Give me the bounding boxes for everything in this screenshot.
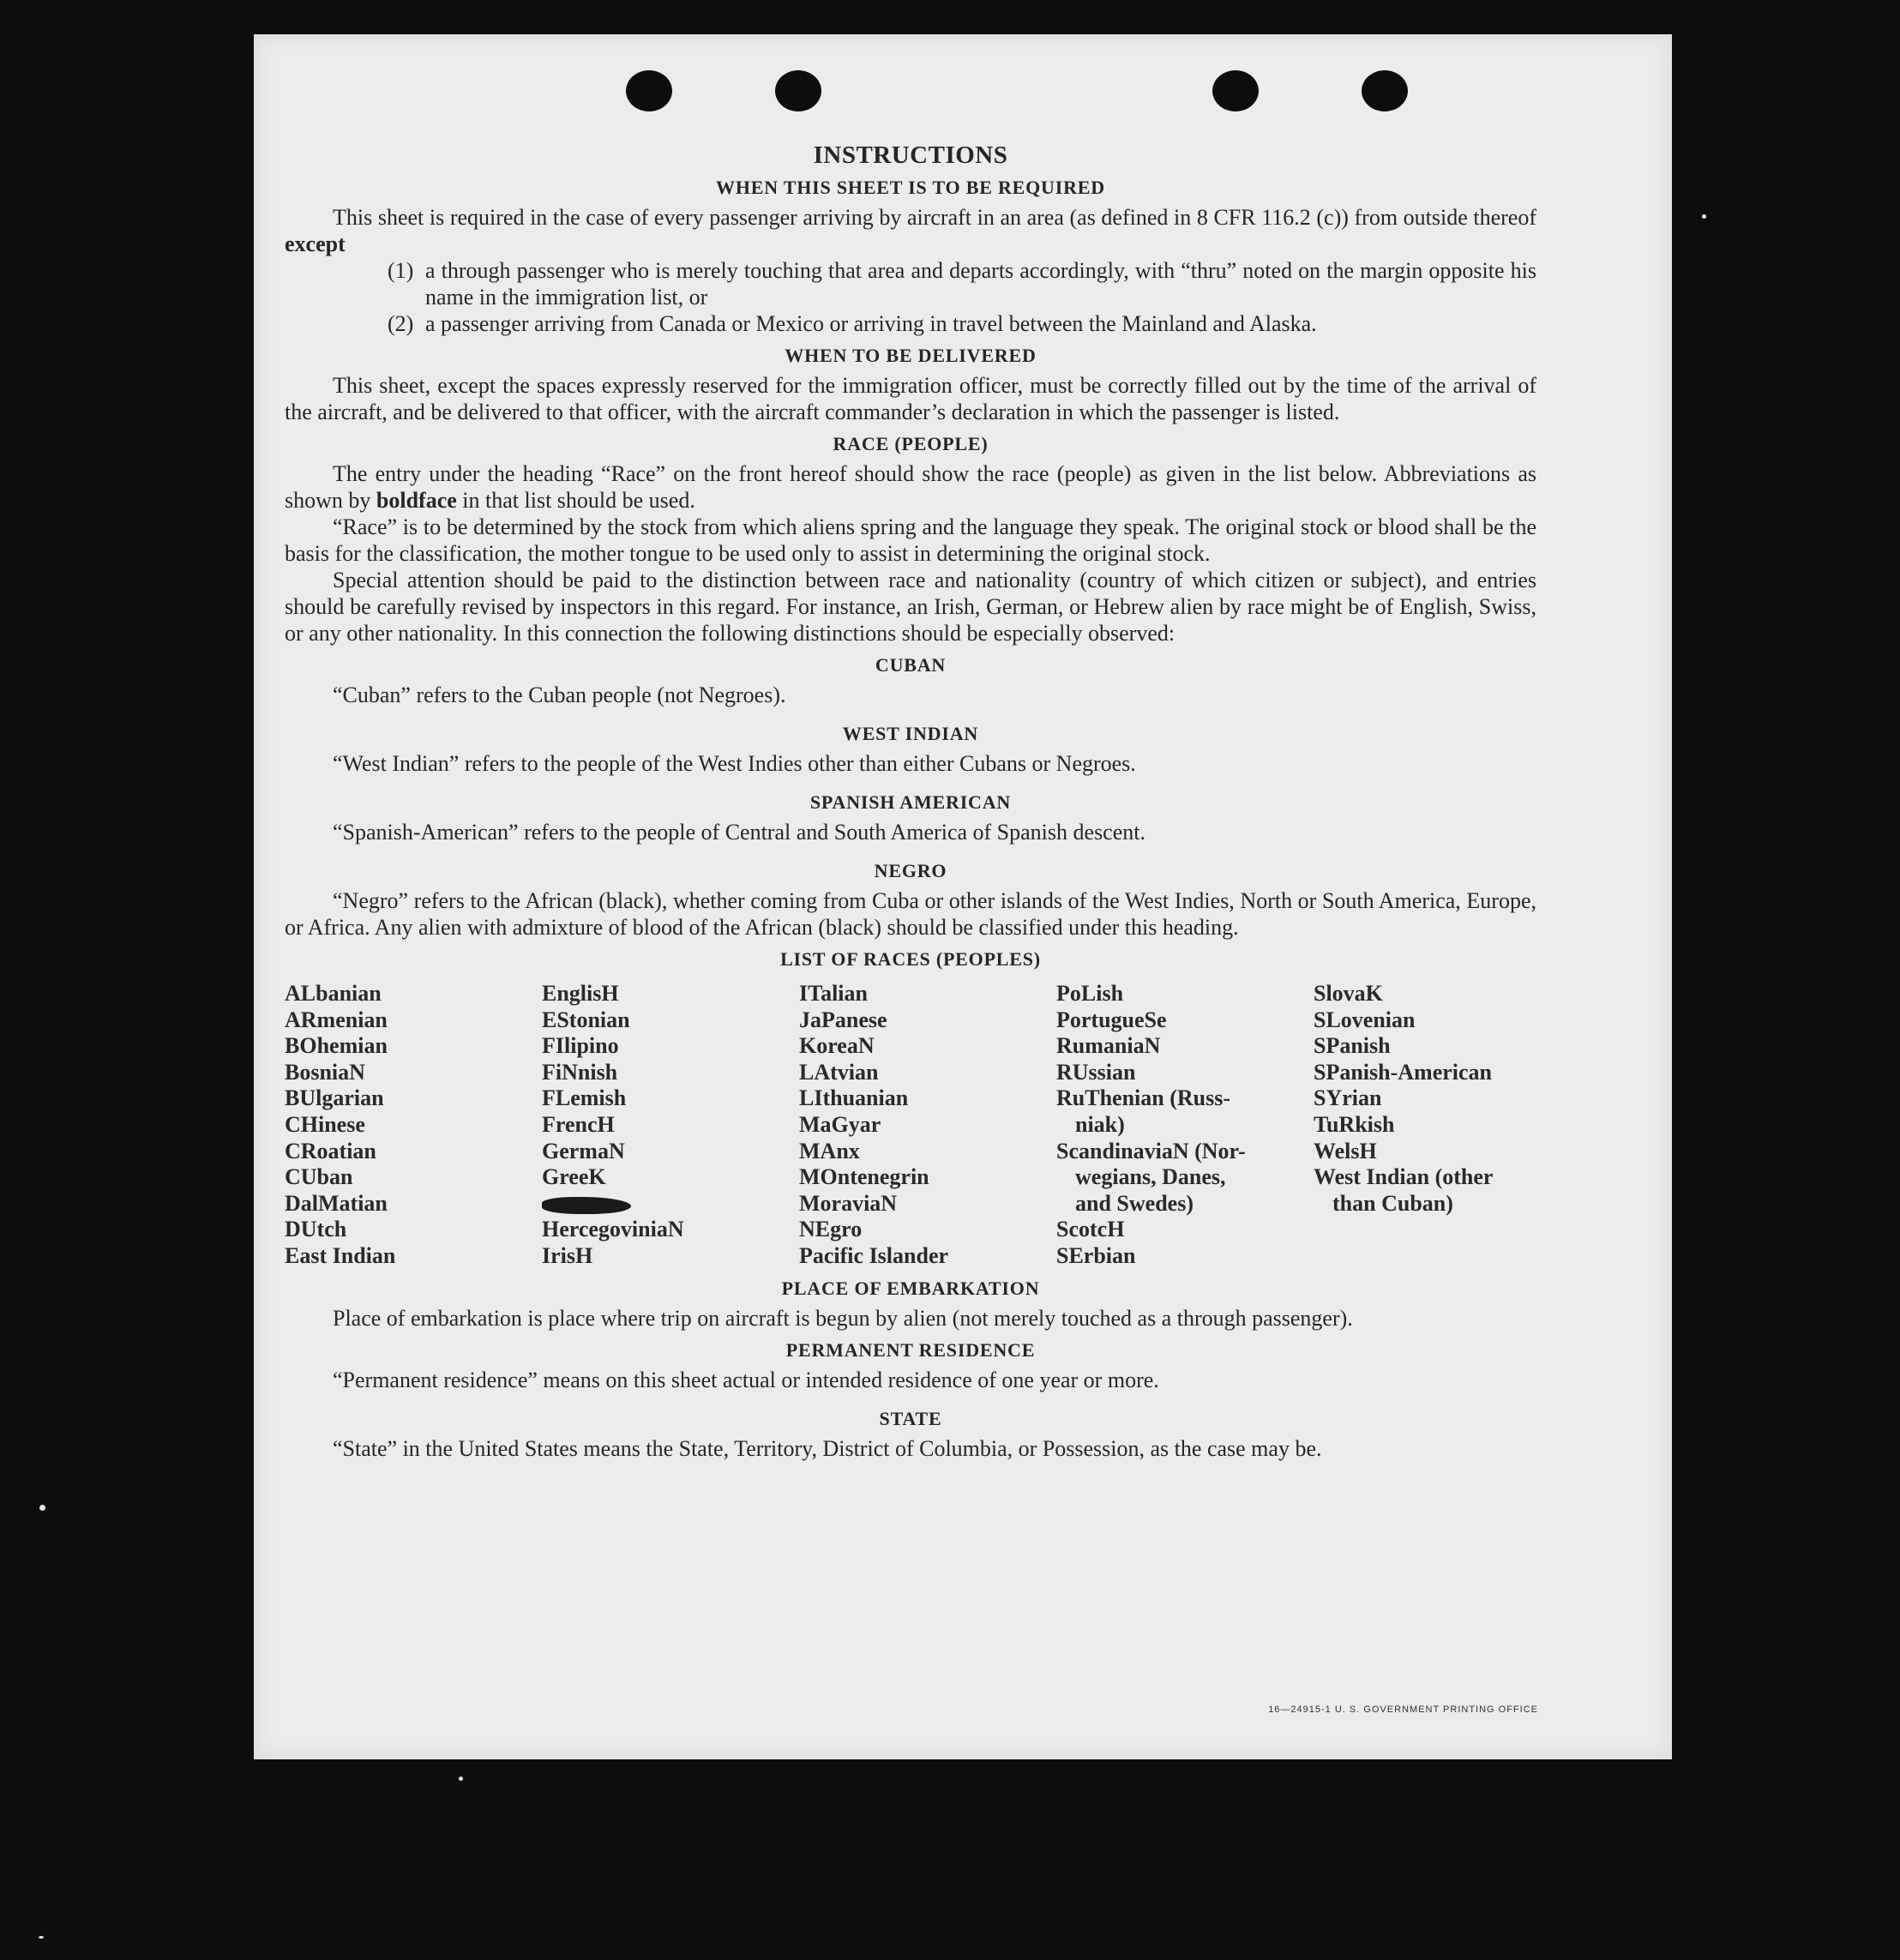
punch-hole (775, 70, 821, 111)
race-entry: BosniaN (285, 1059, 365, 1085)
race-entry: SYrian (1314, 1085, 1382, 1111)
race-column (285, 981, 542, 1270)
heading-residence: PERMANENT RESIDENCE (785, 1338, 1036, 1361)
races-list (285, 981, 1536, 1270)
race-entry: MaGyar (799, 1111, 881, 1137)
race-entry: BUlgarian (285, 1085, 384, 1111)
paragraph-race-3: Special attention should be paid to the distinction between race and nationality (country of which citizen or subject), and entries should be carefully revised by inspectors in this regard. For instance, an Irish, German, or Hebrew alien by race might be of English, Swiss, or any other nationality. In this connection the following distinctions should be especially observed: (285, 568, 1536, 646)
scan-speck (39, 1505, 45, 1511)
race-entry: CHinese (285, 1111, 365, 1137)
list-item: (1) a through passenger who is merely touching that area and departs accordingly, with “thru” noted on the margin opposite his name in the immigration list, or (388, 258, 1536, 310)
race-entry: HercegoviniaN (542, 1217, 684, 1242)
race-entry: West Indian (other (1314, 1164, 1494, 1190)
race-entry: SErbian (1056, 1242, 1136, 1268)
race-entry-continued: and Swedes) (1075, 1190, 1194, 1216)
race-entry: SLovenian (1314, 1007, 1416, 1032)
race-entry: ITalian (799, 981, 868, 1006)
race-entry: DalMatian (285, 1190, 388, 1216)
race-entry: TuRkish (1314, 1111, 1395, 1137)
punch-hole (1362, 70, 1408, 111)
paragraph-west-indian: “West Indian” refers to the people of the West Indies other than either Cubans or Negroes. (333, 751, 1136, 776)
race-entry: PoLish (1056, 981, 1124, 1006)
race-entry: DUtch (285, 1217, 347, 1242)
race-column (542, 981, 799, 1270)
race-entry: MAnx (799, 1138, 860, 1163)
paragraph-spanish-american: “Spanish-American” refers to the people of Central and South America of Spanish descent. (333, 820, 1145, 845)
race-entry-continued: niak) (1075, 1111, 1125, 1137)
race-entry: RumaniaN (1056, 1033, 1161, 1059)
race-entry: FiNnish (542, 1059, 618, 1085)
race-entry: JaPanese (799, 1007, 887, 1032)
race-entry: Pacific Islander (799, 1242, 949, 1268)
paragraph-when-required: This sheet is required in the case of every passenger arriving by aircraft in an area (as defined in 8 CFR 116.2 (c)) from outside thereof except (285, 205, 1536, 256)
race-entry: RUssian (1056, 1059, 1136, 1085)
redaction-mark (542, 1197, 631, 1214)
heading-state: STATE (879, 1407, 942, 1429)
page-title: INSTRUCTIONS (813, 141, 1008, 169)
race-entry: SPanish (1314, 1033, 1391, 1059)
race-entry: RuThenian (Russ- (1056, 1085, 1231, 1111)
race-entry-continued: than Cuban) (1332, 1190, 1453, 1216)
race-entry-continued: wegians, Danes, (1075, 1164, 1226, 1190)
paragraph-state: “State” in the United States means the State, Territory, District of Columbia, or Possession, as the case may be. (333, 1435, 1322, 1461)
race-entry: SlovaK (1314, 981, 1383, 1006)
race-entry: NEgro (799, 1217, 863, 1242)
heading-negro: NEGRO (874, 860, 947, 881)
race-entry: GreeK (542, 1164, 606, 1190)
race-entry: MoraviaN (799, 1190, 898, 1216)
punch-hole (626, 70, 672, 111)
race-entry: ARmenian (285, 1007, 388, 1032)
heading-list-of-races: LIST OF RACES (PEOPLES) (780, 948, 1041, 970)
race-entry: EStonian (542, 1007, 630, 1032)
paragraph-residence: “Permanent residence” means on this sheet actual or intended residence of one year or more. (333, 1367, 1159, 1392)
race-entry: BOhemian (285, 1033, 388, 1059)
heading-west-indian: WEST INDIAN (842, 723, 979, 744)
race-entry: FrencH (542, 1111, 615, 1137)
document-content (285, 142, 1536, 1462)
race-column (1056, 981, 1314, 1270)
race-entry: GermaN (542, 1138, 625, 1163)
paragraph-when-delivered: This sheet, except the spaces expressly reserved for the immigration officer, must be correctly filled out by the time of the arrival of the aircraft, and be delivered to that officer, with the aircraft commander’s declaration in which the passenger is listed. (285, 373, 1536, 424)
race-entry: KoreaN (799, 1033, 875, 1059)
race-entry: MOntenegrin (799, 1164, 929, 1190)
list-item: (2) a passenger arriving from Canada or Mexico or arriving in travel between the Mainland and Alaska. (388, 311, 1317, 336)
heading-when-required: WHEN THIS SHEET IS TO BE REQUIRED (716, 177, 1105, 198)
race-entry: ScotcH (1056, 1217, 1125, 1242)
paragraph-cuban: “Cuban” refers to the Cuban people (not Negroes). (333, 682, 786, 707)
race-entry: SPanish-American (1314, 1059, 1492, 1085)
printing-office-code: 16—24915-1 U. S. GOVERNMENT PRINTING OFFICE (1268, 1704, 1538, 1715)
race-entry: EnglisH (542, 981, 619, 1006)
heading-when-delivered: WHEN TO BE DELIVERED (785, 345, 1037, 366)
punch-hole (1212, 70, 1259, 111)
paragraph-negro: “Negro” refers to the African (black), whether coming from Cuba or other islands of the West Indies, North or South America, Europe, or Africa. Any alien with admixture of blood of the African (black) should be classified under this heading. (285, 888, 1536, 940)
paragraph-race-1: The entry under the heading “Race” on the front hereof should show the race (people) as given in the list below. Abbreviations as shown by boldface in that list should be used. (285, 461, 1536, 513)
race-entry: WelsH (1314, 1138, 1377, 1163)
race-entry: FLemish (542, 1085, 627, 1111)
race-column (1314, 981, 1536, 1270)
paragraph-embarkation: Place of embarkation is place where trip on aircraft is begun by alien (not merely touched as a through passenger). (333, 1305, 1353, 1331)
heading-cuban: CUBAN (875, 654, 947, 676)
heading-embarkation: PLACE OF EMBARKATION (781, 1277, 1040, 1299)
race-entry: East Indian (285, 1242, 396, 1268)
race-entry: IrisH (542, 1242, 593, 1268)
race-entry: ALbanian (285, 981, 382, 1006)
scan-speck (1702, 214, 1706, 219)
document-sheet (254, 34, 1672, 1759)
race-entry: FIlipino (542, 1033, 619, 1059)
race-entry: ScandinaviaN (Nor- (1056, 1138, 1246, 1163)
heading-spanish-american: SPANISH AMERICAN (809, 791, 1012, 813)
race-entry: LAtvian (799, 1059, 879, 1085)
scan-speck (459, 1777, 463, 1781)
scan-speck (39, 1936, 44, 1939)
race-entry: LIthuanian (799, 1085, 909, 1111)
race-entry: PortugueSe (1056, 1007, 1167, 1032)
heading-race: RACE (PEOPLE) (833, 433, 989, 454)
redacted-entry (542, 1191, 799, 1217)
paragraph-race-2: “Race” is to be determined by the stock from which aliens spring and the language they speak. The original stock or blood shall be the basis for the classification, the mother tongue to be used only to assist in determining the original stock. (285, 514, 1536, 566)
race-entry: CRoatian (285, 1138, 376, 1163)
race-column (799, 981, 1056, 1270)
race-entry: CUban (285, 1164, 353, 1190)
